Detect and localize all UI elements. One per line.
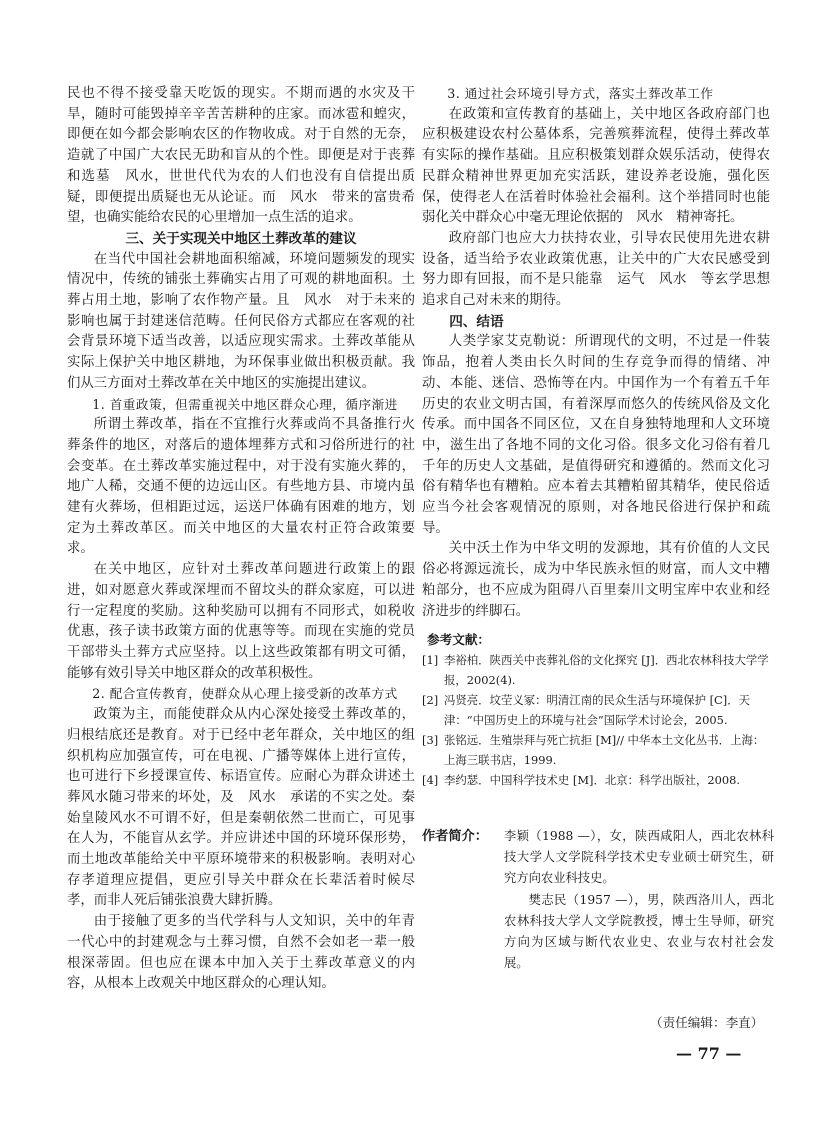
reference-item — [422, 730, 770, 770]
reference-item — [422, 650, 770, 690]
author-bio-1: 李颖（1988 —），女，陕西咸阳人，西北农林科技大学人文学院科学技术史专业硕士研究生，研究方向农业科技史。 — [504, 829, 774, 886]
author-bio-label: 作者简介： — [422, 829, 488, 844]
paragraph: 在政策和宣传教育的基础上，关中地区各政府部门也应积极建设农村公墓体系，完善殡葬流程，使得土葬改革有实际的操作基础。且应积极策划群众娱乐活动，使得农民群众精神世界更加充实活跃，建设养老设施，强化医保，使得老人在活着时体验社会福利。这个举措同时也能弱化关中群众心中毫无理论依据的 风水 精神寄托。 — [422, 106, 770, 226]
paragraph: 政府部门也应大力扶持农业，引导农民使用先进农耕设备，适当给予农业政策优惠，让关中的广大农民感受到 努力即有回报，而不是只能靠 运气 风水 等玄学思想追求自己对未来的期待。 — [422, 230, 784, 309]
reference-number: [3] — [422, 733, 439, 748]
reference-text: 冯贤亮．坟茔义冢：明清江南的民众生活与环境保护 [C]．天津：“中国历史上的环境与社会”国际学术讨论会，2005. — [444, 693, 750, 728]
reference-item — [422, 690, 770, 730]
reference-text: 李约瑟．中国科学技术史 [M]．北京：科学出版社，2008. — [444, 773, 740, 788]
paragraph: 所谓土葬改革，指在不宜推行火葬或尚不具备推行火葬条件的地区，对落后的遗体埋葬方式和习俗所进行的社会变革。在土葬改革实施过程中，对于没有实施火葬的，地广人稀，交通不便的边远山区。有些地方县、市境内虽建有火葬场，但相距过远，运送尸体确有困难的地方，划定为土葬改革区。而关中地区的大量农村正符合政策要求。 — [67, 417, 415, 557]
responsible-editor: （责任编辑：李直） — [650, 1015, 764, 1030]
page-number: — 77 — — [676, 1044, 742, 1063]
paragraph: 民也不得不接受靠天吃饭的现实。不期而遇的水灾及干旱，随时可能毁掉辛辛苦苦耕种的庄家。而冰雹和蝗灾，即便在如今都会影响农区的作物收成。对于自然的无奈，造就了中国广大农民无助和盲从的个性。即便是对于丧葬和选墓 风水，世世代代为农的人们也没有自信提出质疑，即便提出质疑也无从论证。而 风水 带来的富贵希望，也确实能给农民的心里增加一点生活的追求。 — [67, 86, 415, 226]
paragraph: 在关中地区，应针对土葬改革问题进行政策上的跟进，如对愿意火葬或深埋而不留坟头的群众家庭，可以进行一定程度的奖励。这种奖励可以拥有不同形式，如税收优惠，孩子读书政策方面的优惠等等。而现在实施的党员干部带头土葬方式应坚持。以上这些政策都有明文可循，能够有效引导关中地区群众的改革积极性。 — [67, 562, 415, 681]
section-heading: 三、关于实现关中地区土葬改革的建议 — [125, 230, 357, 247]
right-column — [422, 84, 784, 790]
section-heading: 四、结语 — [449, 313, 504, 330]
reference-text: 张铭远．生殖崇拜与死亡抗拒 [M]// 中华本土文化丛书．上海：上海三联书店，1999. — [444, 733, 765, 768]
subsection-heading: 2. 配合宣传教育，使群众从心理上接受新的改革方式 — [92, 686, 398, 702]
reference-number: [1] — [422, 653, 439, 668]
paragraph: 关中沃土作为中华文明的发源地，其有价值的人文民俗必将源远流长，成为中华民族永恒的财富，而人文中糟粕部分，也不应成为阻碍八百里秦川文明宝库中农业和经济进步的绊脚石。 — [422, 541, 770, 619]
reference-number: [2] — [422, 693, 439, 708]
reference-number: [4] — [422, 773, 439, 788]
subsection-heading: 1. 首重政策，但需重视关中地区群众心理，循序渐进 — [92, 396, 398, 412]
reference-text: 李裕柏．陕西关中丧葬礼俗的文化探究 [J]．西北农林科技大学学报，2002(4). — [444, 653, 769, 688]
paragraph: 在当代中国社会耕地面积缩减，环境问题频发的现实情况中，传统的铺张土葬确实占用了可观的耕地面积。土葬占用土地，影响了农作物产量。且 风水 对于未来的影响也属于封建迷信范畴。任何民俗方式都应在客观的社会背景环境下适当改善，以适应现实需求。土葬改革能从实际上保护关中地区耕地，为环保事业做出积极贡献。我们从三方面对土葬改革在关中地区的实施提出建议。 — [67, 251, 415, 391]
paragraph: 政策为主，而能使群众从内心深处接受土葬改革的，归根结底还是教育。对于已经中老年群众，关中地区的组织机构应加强宣传，可在电视、广播等媒体上进行宣传，也可进行下乡授课宣传、标语宣传。应耐心为群众讲述土葬风水随习带来的坏处，及 风水 承诺的不实之处。秦始皇陵风水不可谓不好，但是秦朝依然二世而亡，可见事在人为，不能盲从玄学。并应讲述中国的环境环保形势，而土地改革能给关中平原环境带来的积极影响。表明对心存孝道理应提倡，更应引导关中群众在长辈活着时候尽孝，而非人死后铺张浪费大肆折腾。 — [67, 707, 415, 909]
reference-item — [422, 770, 770, 790]
author-bio — [422, 826, 774, 974]
left-column — [67, 84, 415, 995]
references-title: 参考文献： — [427, 632, 490, 648]
paragraph: 人类学家艾克勒说：所谓现代的文明，不过是一件装饰品，抱着人类由长久时间的生存竞争而得的情绪、冲动、本能、迷信、恐怖等在内。中国作为一个有着五千年历史的农业文明古国，有着深厚而悠久的传统风俗及文化传承。而中国各不同区位，又在自身独特地理和人文环境中，滋生出了各地不同的文化习俗。很多文化习俗有着几千年的历史人文基础，是值得研究和遵循的。然而文化习俗有精华也有糟粕。应本着去其糟粕留其精华，使民俗适应当今社会客观情况的原则，对各地民俗进行保护和疏导。 — [422, 334, 770, 536]
author-bio-2: 樊志民（1957 —），男，陕西洛川人，西北农林科技大学人文学院教授，博士生导师，研究方向为区域与断代农业史、农业与农村社会发展。 — [504, 892, 774, 971]
subsection-heading: 3. 通过社会环境引导方式，落实土葬改革工作 — [447, 86, 714, 101]
paragraph: 由于接触了更多的当代学科与人文知识，关中的年青一代心中的封建观念与土葬习惯，自然不会如老一辈一般根深蒂固。但也应在课本中加入关于土葬改革意义的内容，从根本上改观关中地区群众的心理认知。 — [67, 914, 415, 992]
